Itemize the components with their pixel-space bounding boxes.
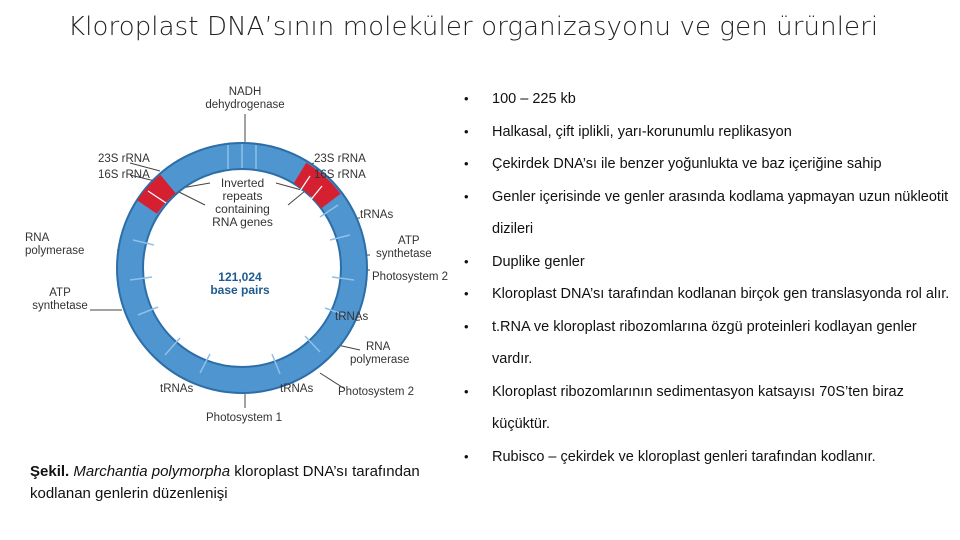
- label-rna-pol-left-line2: polymerase: [25, 245, 85, 257]
- label-trnas-mid: tRNAs: [335, 311, 369, 323]
- label-atp-left-line2: synthetase: [32, 300, 88, 312]
- label-rna-polymerase-right: [350, 341, 409, 367]
- label-photosystem2-bottom: Photosystem 2: [338, 386, 415, 398]
- figure-caption: [30, 461, 470, 505]
- caption-prefix: Şekil.: [30, 463, 70, 480]
- label-rna-pol-right-line2: polymerase: [350, 354, 410, 366]
- bullet-list: [462, 83, 952, 473]
- caption-rest: kloroplast DNA’sı tarafından kodlanan genlerin düzenlenişi: [30, 463, 420, 502]
- label-atp-left: [25, 287, 95, 313]
- label-rna-pol-right-line1: RNA: [366, 341, 391, 353]
- base-pair-number: 121,024: [218, 270, 262, 284]
- label-inverted-line2: repeats: [222, 189, 263, 203]
- label-inverted-line4: RNA genes: [212, 215, 273, 229]
- label-atp-right-line1: ATP: [398, 235, 420, 247]
- chloroplast-dna-map: [20, 70, 465, 440]
- slide-title: Kloroplast DNA’sının moleküler organizasyonu ve gen ürünleri: [68, 12, 879, 42]
- bullet-item: • Duplike genler: [462, 246, 952, 279]
- label-16s-right: 16S rRNA: [314, 169, 366, 181]
- inverted-repeat-left: [147, 184, 168, 207]
- base-pair-count: [200, 271, 280, 297]
- label-inverted-line3: containing: [215, 202, 270, 216]
- label-16s-left: 16S rRNA: [98, 169, 150, 181]
- label-atp-right: [376, 235, 432, 261]
- label-photosystem1: Photosystem 1: [206, 412, 283, 424]
- bullet-item: • 100 – 225 kb: [462, 83, 952, 116]
- label-trnas-top: tRNAs: [360, 209, 394, 221]
- label-nadh-line1: NADH: [228, 86, 262, 98]
- label-rna-polymerase-left: [25, 232, 84, 258]
- label-23s-right: 23S rRNA: [314, 153, 366, 165]
- bullet-item: • Halkasal, çift iplikli, yarı-korunumlu replikasyon: [462, 116, 952, 149]
- label-nadh: [205, 86, 285, 112]
- label-23s-left: 23S rRNA: [98, 153, 150, 165]
- label-inverted-repeats: [190, 177, 295, 229]
- bullet-item: • Kloroplast DNA’sı tarafından kodlanan birçok gen translasyonda rol alır.: [462, 278, 952, 311]
- bullet-item: • Çekirdek DNA’sı ile benzer yoğunlukta ve baz içeriğine sahip: [462, 148, 952, 181]
- label-atp-right-line2: synthetase: [376, 248, 432, 260]
- label-atp-left-line1: ATP: [49, 287, 71, 299]
- label-photosystem2-top: Photosystem 2: [372, 271, 449, 283]
- label-trnas-bottom-left: tRNAs: [160, 383, 194, 395]
- caption-species: Marchantia polymorpha: [73, 463, 231, 480]
- label-nadh-line2: dehydrogenase: [205, 99, 285, 111]
- bullet-item: • Rubisco – çekirdek ve kloroplast genleri tarafından kodlanır.: [462, 441, 952, 474]
- bullet-item: • t.RNA ve kloroplast ribozomlarına özgü proteinleri kodlayan genler vardır.: [462, 311, 952, 376]
- base-pair-unit: base pairs: [210, 283, 270, 297]
- label-inverted-line1: Inverted: [220, 176, 265, 190]
- bullet-item: • Kloroplast ribozomlarının sedimentasyon katsayısı 70S’ten biraz küçüktür.: [462, 376, 952, 441]
- bullet-item: • Genler içerisinde ve genler arasında kodlama yapmayan uzun nükleotit dizileri: [462, 181, 952, 246]
- label-rna-pol-left-line1: RNA: [25, 232, 50, 244]
- label-trnas-bottom-right: tRNAs: [280, 383, 314, 395]
